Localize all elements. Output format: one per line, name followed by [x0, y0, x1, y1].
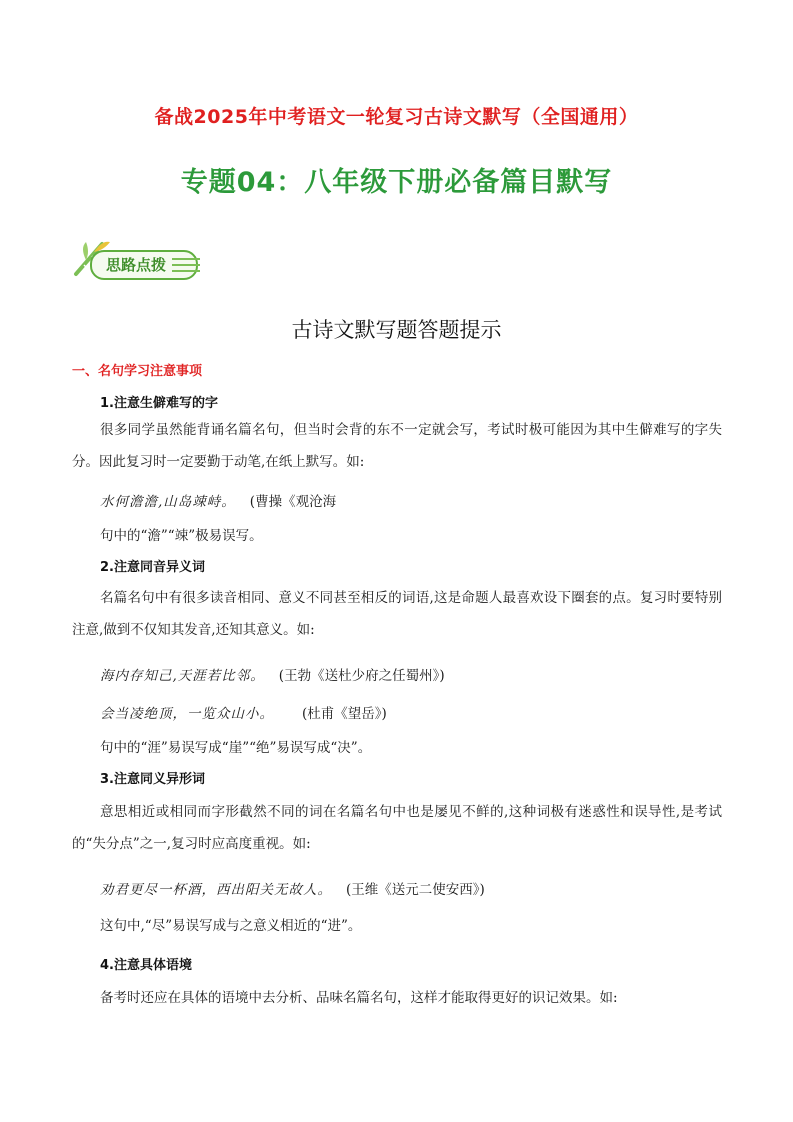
item-paragraph: 很多同学虽然能背诵名篇名句，但当时会背的东不一定就会写，考试时极可能因为其中生僻难写的字失分。因此复习时一定要勤于动笔,在纸上默写。如: — [72, 422, 722, 470]
example-line — [100, 664, 445, 684]
document-title: 备战2025年中考语文一轮复习古诗文默写（全国通用） — [154, 106, 639, 128]
item-note: 句中的“澹”“竦”极易误写。 — [100, 528, 263, 544]
poem-quote: 海内存知己,天涯若比邻。 — [100, 668, 265, 684]
example-line — [100, 878, 485, 898]
badge-label: 思路点拨 — [106, 256, 167, 274]
example-line — [100, 702, 387, 722]
part-heading: 一、名句学习注意事项 — [72, 364, 203, 379]
item-note: 句中的“涯”易误写成“崖”“绝”易误写成“决”。 — [100, 740, 372, 756]
section-title: 古诗文默写题答题提示 — [291, 318, 502, 342]
poem-source: (王勃《送杜少府之任蜀州》) — [278, 668, 445, 684]
section-badge — [72, 238, 200, 282]
item-paragraph: 意思相近或相同而字形截然不同的词在名篇名句中也是屡见不鲜的,这种词极有迷惑性和误导性,是考试的“失分点”之一,复习时应高度重视。如: — [72, 804, 722, 852]
item-paragraph: 名篇名句中有很多读音相同、意义不同甚至相反的词语,这是命题人最喜欢设下圈套的点。复习时要特别注意,做到不仅知其发音,还知其意义。如: — [72, 590, 722, 638]
poem-source: (杜甫《望岳》) — [302, 706, 387, 722]
item-title: 1.注意生僻难写的字 — [100, 396, 218, 411]
item-paragraph: 备考时还应在具体的语境中去分析、品味名篇名句，这样才能取得更好的识记效果。如: — [100, 990, 618, 1006]
poem-quote: 劝君更尽一杯酒，西出阳关无故人。 — [100, 882, 332, 898]
item-title: 2.注意同音异义词 — [100, 560, 205, 575]
example-line — [100, 490, 336, 510]
poem-source: (曹操《观沧海 — [249, 494, 337, 510]
badge-decoration — [172, 258, 200, 276]
poem-quote: 水何澹澹,山岛竦峙。 — [100, 494, 236, 510]
item-note: 这句中,“尽”易误写成与之意义相近的“进”。 — [100, 918, 362, 934]
item-title: 3.注意同义异形词 — [100, 772, 205, 787]
poem-quote: 会当凌绝顶，一览众山小。 — [100, 706, 274, 722]
poem-source: (王维《送元二使安西》) — [346, 882, 485, 898]
item-title: 4.注意具体语境 — [100, 958, 192, 973]
document-subtitle: 专题04：八年级下册必备篇目默写 — [180, 167, 613, 198]
